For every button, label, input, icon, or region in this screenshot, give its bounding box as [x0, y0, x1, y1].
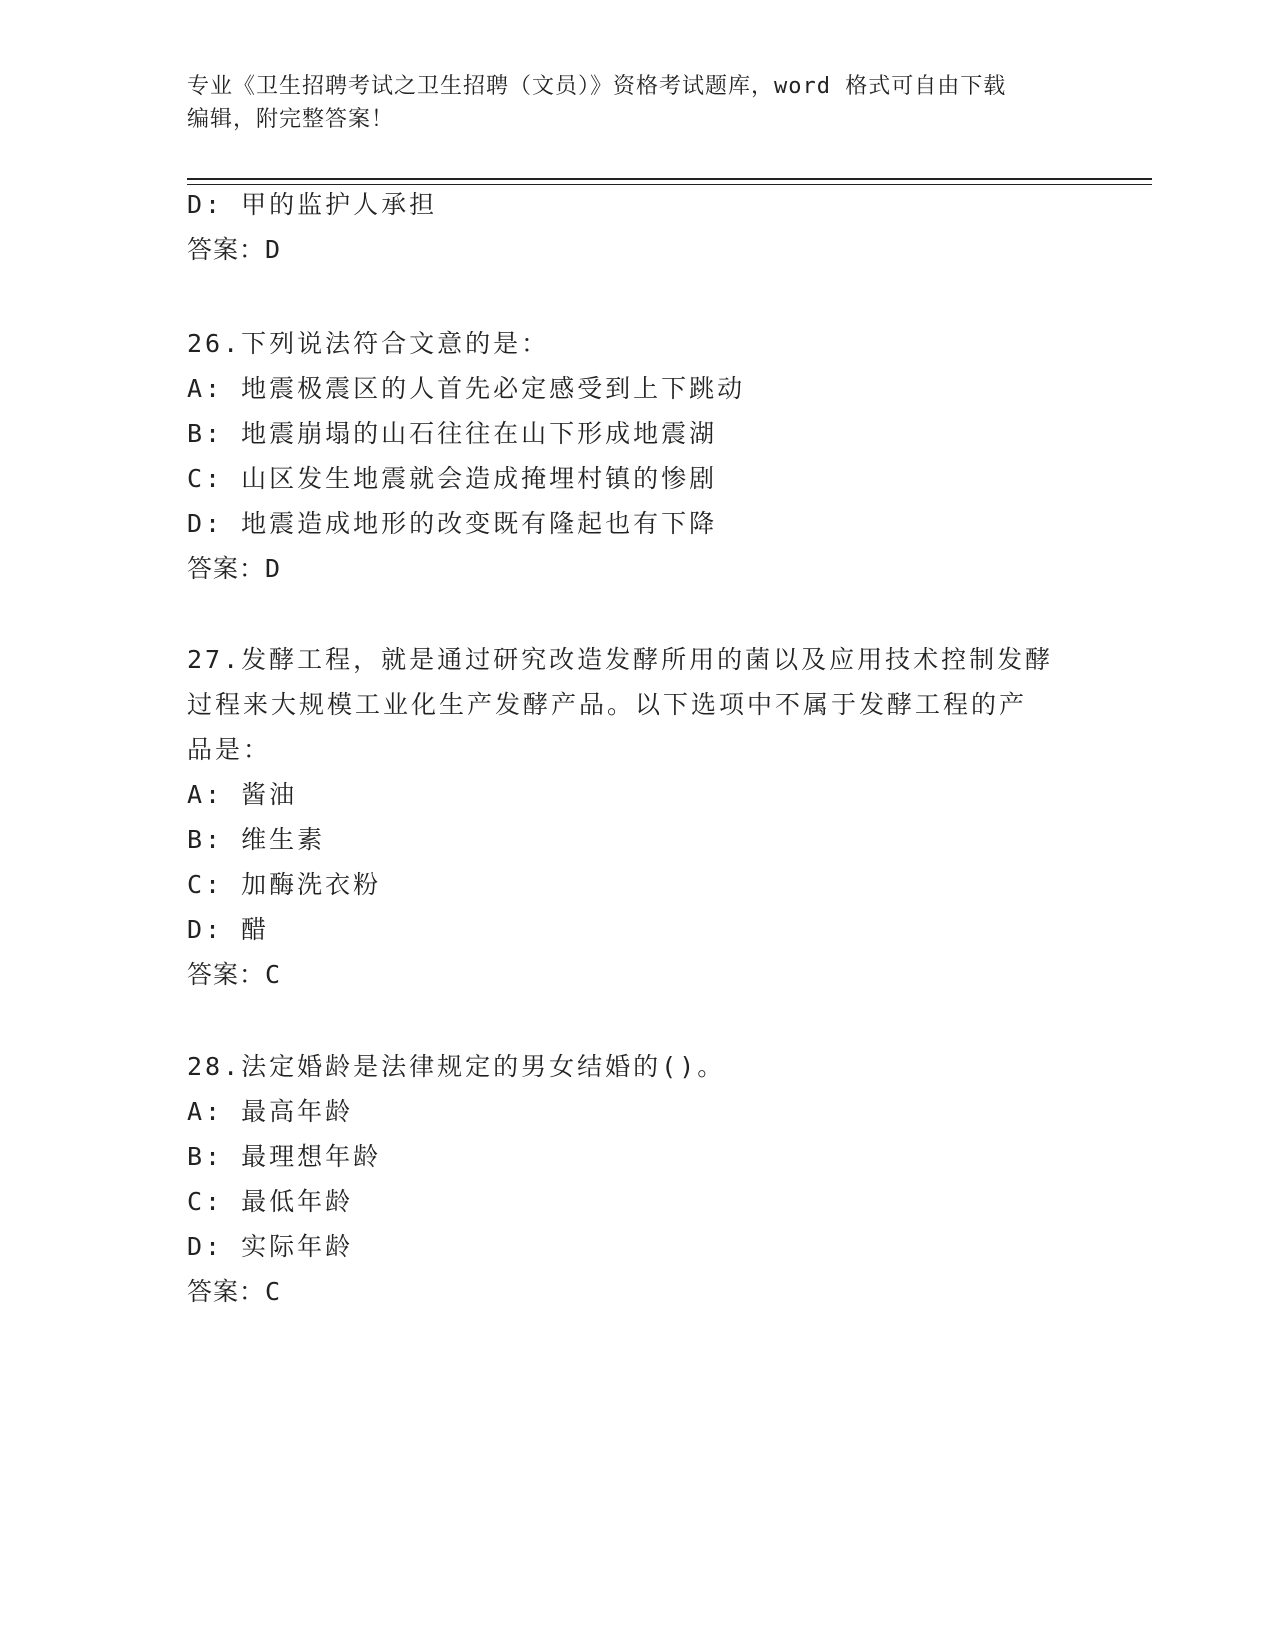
option-a: A: 地震极震区的人首先必定感受到上下跳动 [187, 374, 746, 403]
option-c: C: 山区发生地震就会造成掩埋村镇的惨剧 [187, 464, 718, 493]
option-c: C: 加酶洗衣粉 [187, 870, 382, 899]
option-a: A: 酱油 [187, 780, 298, 809]
question-stem-line-3: 品是： [187, 735, 272, 764]
question-stem-line-1: 27.发酵工程，就是通过研究改造发酵所用的菌以及应用技术控制发酵 [187, 645, 1054, 674]
option-a: A: 最高年龄 [187, 1097, 354, 1126]
answer: 答案：C [187, 1277, 282, 1306]
question-stem: 28.法定婚龄是法律规定的男女结婚的()。 [187, 1052, 726, 1081]
question-stem: 26.下列说法符合文意的是： [187, 329, 550, 358]
prev-answer: 答案：D [187, 235, 282, 264]
header-divider-thick [187, 178, 1152, 180]
option-b: B: 最理想年龄 [187, 1142, 382, 1171]
document-header [187, 70, 1087, 136]
answer: 答案：C [187, 960, 282, 989]
option-b: B: 维生素 [187, 825, 326, 854]
answer: 答案：D [187, 554, 282, 583]
option-b: B: 地震崩塌的山石往往在山下形成地震湖 [187, 419, 718, 448]
option-c: C: 最低年龄 [187, 1187, 354, 1216]
question-stem-line-2: 过程来大规模工业化生产发酵产品。以下选项中不属于发酵工程的产 [187, 690, 1028, 719]
option-d: D: 实际年龄 [187, 1232, 354, 1261]
option-d: D: 地震造成地形的改变既有隆起也有下降 [187, 509, 718, 538]
option-d: D: 醋 [187, 915, 270, 944]
prev-option-d: D: 甲的监护人承担 [187, 190, 438, 219]
header-line-2: 编辑，附完整答案！ [187, 107, 395, 132]
header-line-1: 专业《卫生招聘考试之卫生招聘（文员）》资格考试题库，word 格式可自由下载 [187, 74, 1007, 99]
header-divider-thin [187, 184, 1152, 185]
